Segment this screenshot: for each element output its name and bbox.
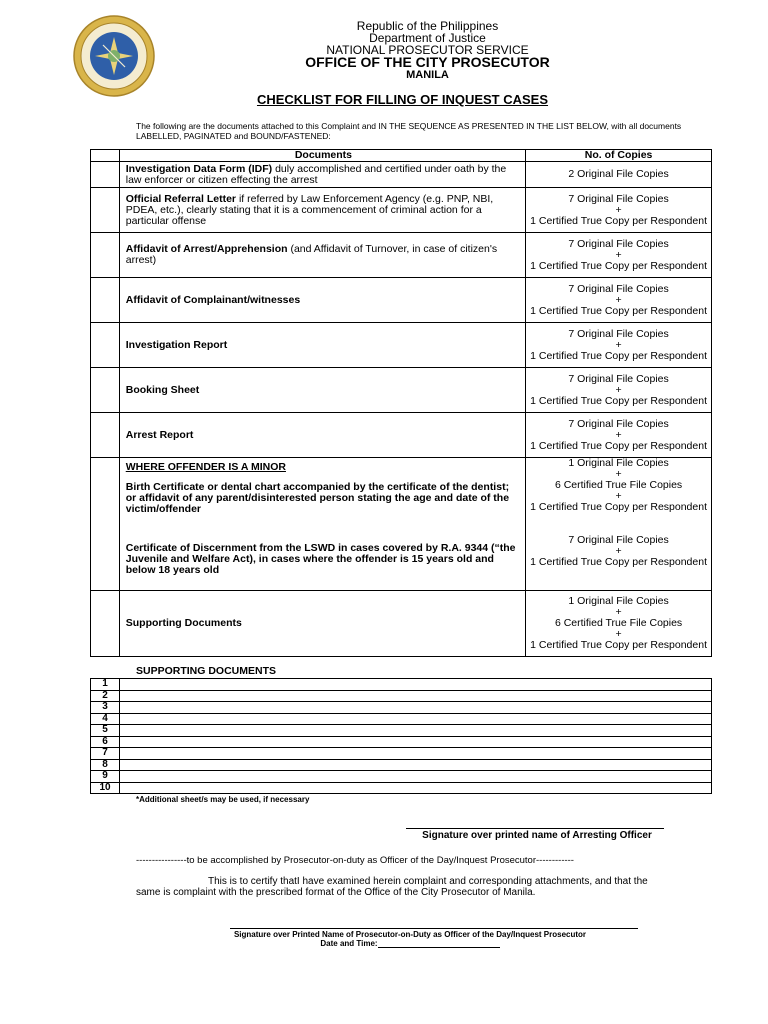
document-title: Affidavit of Arrest/Apprehension — [125, 243, 288, 255]
department-of-justice-seal — [73, 15, 155, 97]
prosecutor-section-divider: ----------------to be accomplished by Prosecutor-on-duty as Officer of the Day/Inquest Prosecutor------------ — [136, 855, 574, 866]
copies-line: 1 Certified True Copy per Respondent — [530, 349, 707, 362]
copies-line: 7 Original File Copies — [568, 534, 669, 546]
document-entry-field[interactable] — [120, 702, 712, 714]
copies-cell — [526, 591, 712, 657]
prosecutor-signature-label: Signature over Printed Name of Prosecutor-on-Duty as Officer of the Day/Inquest Prosecutor — [233, 930, 587, 939]
copies-plus: + — [615, 428, 622, 441]
copies-line: 1 Certified True Copy per Respondent — [530, 214, 707, 227]
row-number: 1 — [91, 679, 120, 691]
copies-header: No. of Copies — [526, 150, 712, 162]
table-row — [91, 162, 712, 188]
row-number: 5 — [91, 725, 120, 737]
copies-plus: + — [615, 490, 622, 502]
table-row — [91, 736, 712, 748]
copies-line: 7 Original File Copies — [568, 327, 669, 340]
row-number: 2 — [91, 690, 120, 702]
copies-plus: + — [615, 606, 622, 618]
document-entry-field[interactable] — [120, 725, 712, 737]
table-row-minor — [91, 458, 712, 591]
document-title: Affidavit of Complainant/witnesses — [125, 293, 301, 306]
document-entry-field[interactable] — [120, 736, 712, 748]
row-number: 4 — [91, 713, 120, 725]
document-cell — [119, 458, 525, 591]
checkbox-cell[interactable] — [91, 162, 120, 188]
row-number: 6 — [91, 736, 120, 748]
document-cell — [119, 188, 525, 233]
document-title: Investigation Data Form (IDF) — [125, 162, 273, 175]
document-title: Official Referral Letter — [125, 192, 237, 205]
copies-line: 7 Original File Copies — [568, 282, 669, 295]
table-row — [91, 368, 712, 413]
document-entry-field[interactable] — [120, 748, 712, 760]
header-city: MANILA — [406, 69, 449, 81]
page-title: CHECKLIST FOR FILLING OF INQUEST CASES — [256, 92, 549, 107]
document-cell — [119, 591, 525, 657]
copies-plus: + — [615, 628, 622, 640]
table-row — [91, 725, 712, 737]
copies-plus: + — [615, 338, 622, 351]
officer-signature-line[interactable] — [406, 828, 664, 829]
date-time-row — [160, 939, 660, 948]
document-desc: duly accomplished and certified under oath by the law enforcer or citizen effecting the arrest — [125, 162, 507, 186]
supporting-documents-title: SUPPORTING DOCUMENTS — [136, 665, 277, 677]
checkbox-cell[interactable] — [91, 458, 120, 591]
document-entry-field[interactable] — [120, 782, 712, 794]
copies-line: 1 Original File Copies — [568, 457, 669, 469]
copies-plus: + — [615, 293, 622, 306]
certification-paragraph — [136, 876, 671, 898]
copies-plus: + — [615, 545, 622, 557]
copies-cell — [526, 278, 712, 323]
checkbox-cell[interactable] — [91, 413, 120, 458]
checkbox-cell[interactable] — [91, 323, 120, 368]
documents-header: Documents — [119, 150, 525, 162]
minor-birth-certificate: Birth Certificate or dental chart accompanied by the certificate of the dentist; or affidavit of any parent/disinterested person stating the age and date of the victim/offender — [125, 481, 510, 515]
document-cell — [119, 323, 525, 368]
document-cell — [119, 233, 525, 278]
document-entry-field[interactable] — [120, 771, 712, 783]
copies-line: 7 Original File Copies — [568, 237, 669, 250]
header-office: OFFICE OF THE CITY PROSECUTOR — [305, 54, 550, 70]
copies-line: 1 Certified True Copy per Respondent — [530, 639, 707, 651]
copies-line: 1 Certified True Copy per Respondent — [530, 439, 707, 452]
officer-signature-label: Signature over printed name of Arresting Officer — [422, 830, 652, 841]
document-entry-field[interactable] — [120, 679, 712, 691]
copies-line: 1 Certified True Copy per Respondent — [530, 556, 707, 568]
document-title: Supporting Documents — [125, 617, 242, 629]
document-cell — [119, 278, 525, 323]
copies-cell — [526, 323, 712, 368]
table-row — [91, 679, 712, 691]
document-desc: (and Affidavit of Turnover, in case of citizen's arrest) — [125, 243, 498, 266]
table-row — [91, 188, 712, 233]
document-title: Arrest Report — [125, 428, 194, 441]
document-cell — [119, 368, 525, 413]
row-number: 8 — [91, 759, 120, 771]
table-row — [91, 323, 712, 368]
copies-plus: + — [615, 383, 622, 396]
copies-cell — [526, 368, 712, 413]
copies-cell — [526, 188, 712, 233]
table-row — [91, 759, 712, 771]
table-row — [91, 782, 712, 794]
copies-plus: + — [615, 203, 622, 216]
checkbox-header — [91, 150, 120, 162]
copies-line: 1 Certified True Copy per Respondent — [530, 304, 707, 317]
table-row — [91, 278, 712, 323]
checkbox-cell[interactable] — [91, 591, 120, 657]
copies-line: 1 Certified True Copy per Respondent — [530, 394, 707, 407]
document-entry-field[interactable] — [120, 690, 712, 702]
copies-cell — [526, 162, 712, 188]
additional-sheets-note: *Additional sheet/s may be used, if necessary — [136, 795, 310, 804]
copies-line: 1 Certified True Copy per Respondent — [530, 259, 707, 272]
table-row — [91, 591, 712, 657]
table-row — [91, 413, 712, 458]
copies-cell — [526, 458, 712, 591]
copies-cell — [526, 233, 712, 278]
copies-cell — [526, 413, 712, 458]
copies-line: 1 Original File Copies — [568, 595, 669, 607]
row-number: 7 — [91, 748, 120, 760]
header-nps: NATIONAL PROSECUTOR SERVICE — [326, 43, 529, 57]
table-row — [91, 713, 712, 725]
header-department: Department of Justice — [369, 31, 486, 45]
intro-paragraph: The following are the documents attached to this Complaint and IN THE SEQUENCE AS PRESENTED IN THE LIST BELOW, with all documents LABELLED, PAGINATED and BOUND/FASTENED: — [136, 121, 682, 141]
checkbox-cell[interactable] — [91, 188, 120, 233]
document-title: Investigation Report — [125, 338, 228, 351]
minor-discernment-certificate: Certificate of Discernment from the LSWD in cases covered by R.A. 9344 (“the Juvenile and Welfare Act), in cases where the offender is 15 years old and below 18 years old — [125, 542, 516, 576]
table-row — [91, 233, 712, 278]
table-row — [91, 690, 712, 702]
copies-line: 7 Original File Copies — [568, 192, 669, 205]
checkbox-cell[interactable] — [91, 233, 120, 278]
document-entry-field[interactable] — [120, 713, 712, 725]
table-row — [91, 702, 712, 714]
minor-heading: WHERE OFFENDER IS A MINOR — [125, 461, 286, 473]
checkbox-cell[interactable] — [91, 368, 120, 413]
copies-line: 7 Original File Copies — [568, 372, 669, 385]
date-time-field[interactable] — [378, 939, 500, 948]
row-number: 9 — [91, 771, 120, 783]
document-entry-field[interactable] — [120, 759, 712, 771]
table-row — [91, 771, 712, 783]
copies-line: 6 Certified True File Copies — [554, 617, 683, 629]
copies-line: 7 Original File Copies — [568, 417, 669, 430]
row-number: 3 — [91, 702, 120, 714]
row-number: 10 — [91, 782, 120, 794]
copies-line: 1 Certified True Copy per Respondent — [530, 501, 707, 513]
copies-line: 6 Certified True File Copies — [554, 479, 683, 491]
table-row — [91, 748, 712, 760]
copies-plus: + — [615, 248, 622, 261]
header-republic: Republic of the Philippines — [356, 19, 499, 33]
document-desc: if referred by Law Enforcement Agency (e.g. PNP, NBI, PDEA, etc.), clearly stating that it is a commencement of criminal action for a particular offense — [125, 192, 494, 227]
document-cell — [119, 413, 525, 458]
copies-plus: + — [615, 468, 622, 480]
document-title: Booking Sheet — [125, 383, 200, 396]
certification-text: This is to certify thatI have examined herein complaint and corresponding attachments, and that the same is complaint with the prescribed format of the Office of the City Prosecutor of Manila. — [136, 876, 648, 898]
checkbox-cell[interactable] — [91, 278, 120, 323]
checklist-table — [90, 149, 712, 657]
copies-line: 2 Original File Copies — [568, 168, 669, 180]
supporting-documents-table — [90, 678, 712, 794]
date-time-label: Date and Time: — [320, 939, 378, 948]
prosecutor-signature-line[interactable] — [230, 928, 638, 929]
document-cell — [119, 162, 525, 188]
